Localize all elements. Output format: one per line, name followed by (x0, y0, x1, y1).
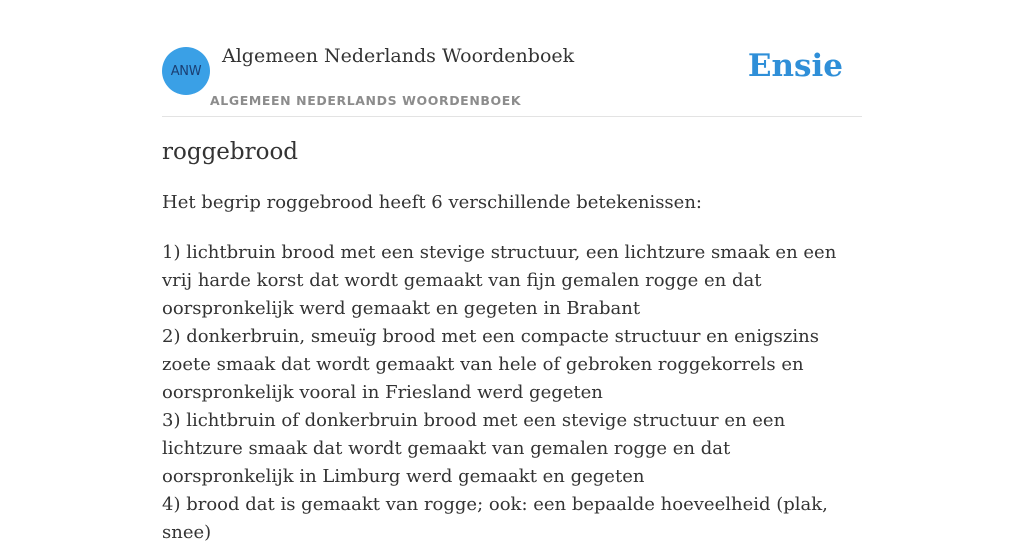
definition-item: 1) lichtbruin brood met een stevige structuur, een lichtzure smaak en een vrij harde korst dat wordt gemaakt van fijn gemalen rogge en dat oorspronkelijk werd gemaakt en gegeten in Brabant (162, 242, 837, 319)
dictionary-subtitle: ALGEMEEN NEDERLANDS WOORDENBOEK (210, 93, 522, 108)
anw-logo-text: ANW (170, 63, 202, 79)
entry-word: roggebrood (162, 139, 299, 165)
entry-card (162, 0, 862, 543)
anw-logo[interactable] (162, 47, 210, 95)
dictionary-header (162, 0, 862, 117)
definitions-list (162, 239, 862, 547)
definition-item: 2) donkerbruin, smeuïg brood met een compacte structuur en enigszins zoete smaak dat wordt gemaakt van hele of gebroken roggekorrels en oorspronkelijk vooral in Friesland werd gegeten (162, 326, 819, 403)
entry-intro: Het begrip roggebrood heeft 6 verschillende betekenissen: (162, 192, 702, 213)
ensie-logo[interactable]: Ensie (747, 48, 843, 84)
definition-item: 4) brood dat is gemaakt van rogge; ook: een bepaalde hoeveelheid (plak, snee) (162, 494, 828, 543)
dictionary-name[interactable]: Algemeen Nederlands Woordenboek (222, 45, 575, 67)
definition-item: 3) lichtbruin of donkerbruin brood met een stevige structuur en een lichtzure smaak dat wordt gemaakt van gemalen rogge en dat oorspronkelijk in Limburg werd gemaakt en gegeten (162, 410, 786, 487)
